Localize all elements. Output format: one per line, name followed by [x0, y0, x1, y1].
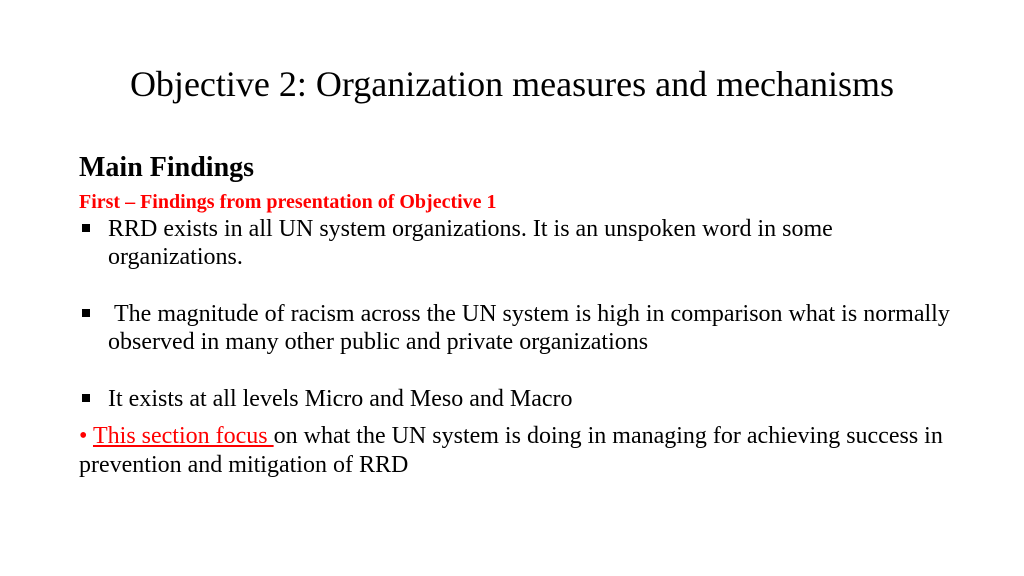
bullet-item [79, 385, 959, 413]
square-bullet-icon [82, 224, 90, 232]
findings-subheading: First – Findings from presentation of Objective 1 [79, 191, 497, 213]
bullet-text: It exists at all levels Micro and Meso and Macro [108, 386, 573, 412]
slide-title: Objective 2: Organization measures and mechanisms [129, 64, 895, 104]
focus-text: on what the UN system is doing in managing for achieving success in prevention and mitigation of RRD [79, 423, 943, 478]
square-bullet-icon [82, 394, 90, 402]
bullet-item [79, 300, 959, 356]
round-bullet-icon: • [79, 423, 88, 449]
bullet-text: RRD exists in all UN system organizations. It is an unspoken word in some organizations. [108, 216, 833, 270]
section-focus-link[interactable]: This section focus [92, 423, 274, 449]
main-findings-heading: Main Findings [79, 152, 255, 183]
focus-bullet-item [79, 422, 959, 480]
bullet-item [79, 215, 959, 271]
square-bullet-icon [82, 309, 90, 317]
bullet-text: The magnitude of racism across the UN system is high in comparison what is normally observed in many other public and private organizations [108, 301, 950, 355]
slide-content [79, 148, 959, 480]
